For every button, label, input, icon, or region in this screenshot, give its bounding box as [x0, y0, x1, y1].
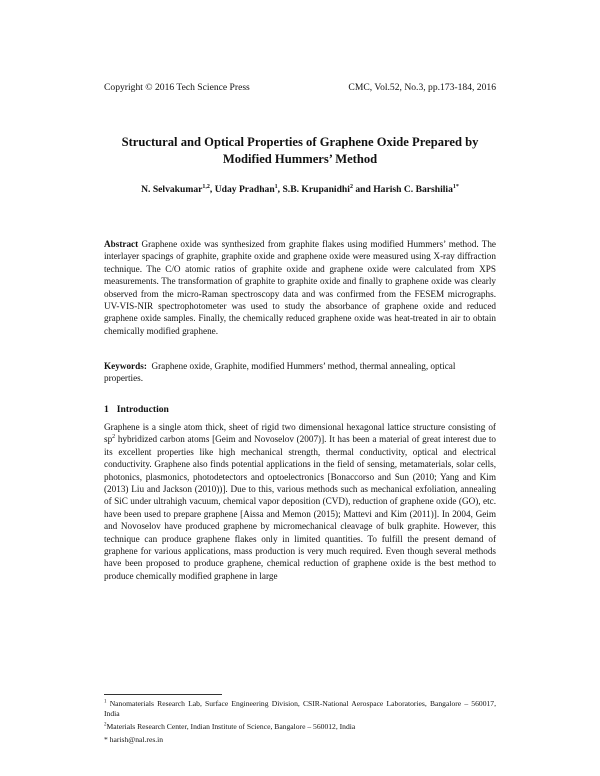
title-line-2: Modified Hummers’ Method [222, 152, 378, 166]
abstract [104, 238, 496, 337]
contact-email: harish@nal.res.in [109, 735, 164, 744]
keywords: Keywords: Graphene oxide, Graphite, modified Hummers’ method, thermal annealing, optical properties. [104, 361, 456, 384]
affiliation-mark: 1* [452, 183, 459, 190]
footnote-divider [104, 694, 222, 695]
author: Uday Pradhan$^1$ [214, 183, 278, 195]
footnote: $^2$Materials Research Center, Indian Institute of Science, Bangalore – 560012, India [104, 722, 356, 731]
section-heading [104, 404, 496, 415]
abstract-text: Graphene oxide was synthesized from graphite flakes using modified Hummers’ method. The interlayer spacings of graphite, graphite oxide and graphene oxide were measured using X-ray diffraction technique. The C/O atomic ratios of graphite oxide and graphene oxide were calculated from XPS measurements. The transformation of graphite to graphite oxide and finally to graphene oxide was clearly observed from the micro-Raman spectroscopy data and was confirmed from the FESEM micrographs. UV-VIS-NIR spectrophotometer was used to study the absorbance of graphene oxide and reduced graphene oxide samples. Finally, the chemically reduced graphene oxide was heat-treated in air to obtain chemically modified graphene. [104, 239, 496, 336]
affiliation-mark: 1 [274, 183, 278, 190]
author: S.B. Krupanidhi$^2$ [282, 183, 353, 195]
affiliation-mark: 1,2 [202, 183, 210, 190]
author: Harish C. Barshilia$^{1*}$ [373, 183, 459, 195]
keywords-label: Keywords [104, 361, 144, 371]
author: N. Selvakumar$^{1,2}$ [141, 183, 210, 195]
running-header [104, 82, 496, 93]
introduction-paragraph: Graphene is a single atom thick, sheet of rigid two dimensional hexagonal lattice structure consisting of $sp^2$ hybridized carbon atoms [Geim and Novoselov (2007)]. It has been a material of great interest due to its excellent properties like high mechanical strength, thermal conductivity, optical and electrical conductivity. Graphene also finds potential applications in the field of sensing, metamaterials, solar cells, photonics, plasmonics, photodetectors and optoelectronics [Bonaccorso and Sun (2010; Yang and Kim (2013) Liu and Jackson (2010))]. Due to this, various methods such as mechanical exfoliation, annealing of SiC under ultrahigh vacuum, chemical vapor deposition (CVD), reduction of graphene oxide (GO), etc. have been used to prepare graphene [Aissa and Memon (2015); Mattevi and Kim (2011)]. In 2004, Geim and Novoselov have produced graphene by micromechanical cleavage of bulk graphite. However, this technique can produce graphene flakes only in limited quantities. To fulfill the present demand of graphene for various applications, mass production is very much required. Even though several methods have been proposed to produce graphene, chemical reduction of graphene oxide is the best method to produce chemically modified graphene in large [104, 422, 496, 581]
footnote: $^1$ Nanomaterials Research Lab, Surface Engineering Division, CSIR-National Aerospace Laboratories, Bangalore – 560017, India [104, 699, 496, 718]
section-title: Introduction [116, 404, 169, 415]
paper-title [96, 134, 504, 168]
journal-citation: CMC, Vol.52, No.3, pp.173-184, 2016 [348, 82, 496, 93]
footnotes [104, 699, 496, 748]
abstract-label: Abstract [104, 239, 139, 249]
copyright-notice: Copyright © 2016 Tech Science Press [104, 82, 250, 93]
footnote: * harish@nal.res.in [104, 735, 164, 744]
section-number: 1 [104, 404, 109, 415]
author-list: N. Selvakumar$^{1,2}$, Uday Pradhan$^1$, S.B. Krupanidhi$^2$ and Harish C. Barshilia$^{1*}$ [141, 183, 459, 195]
title-line-1: Structural and Optical Properties of Graphene Oxide Prepared by [121, 135, 479, 149]
keywords-text: Graphene oxide, Graphite, modified Hummers’ method, thermal annealing, optical properties. [104, 361, 456, 384]
affiliation-mark: 2 [349, 183, 353, 190]
